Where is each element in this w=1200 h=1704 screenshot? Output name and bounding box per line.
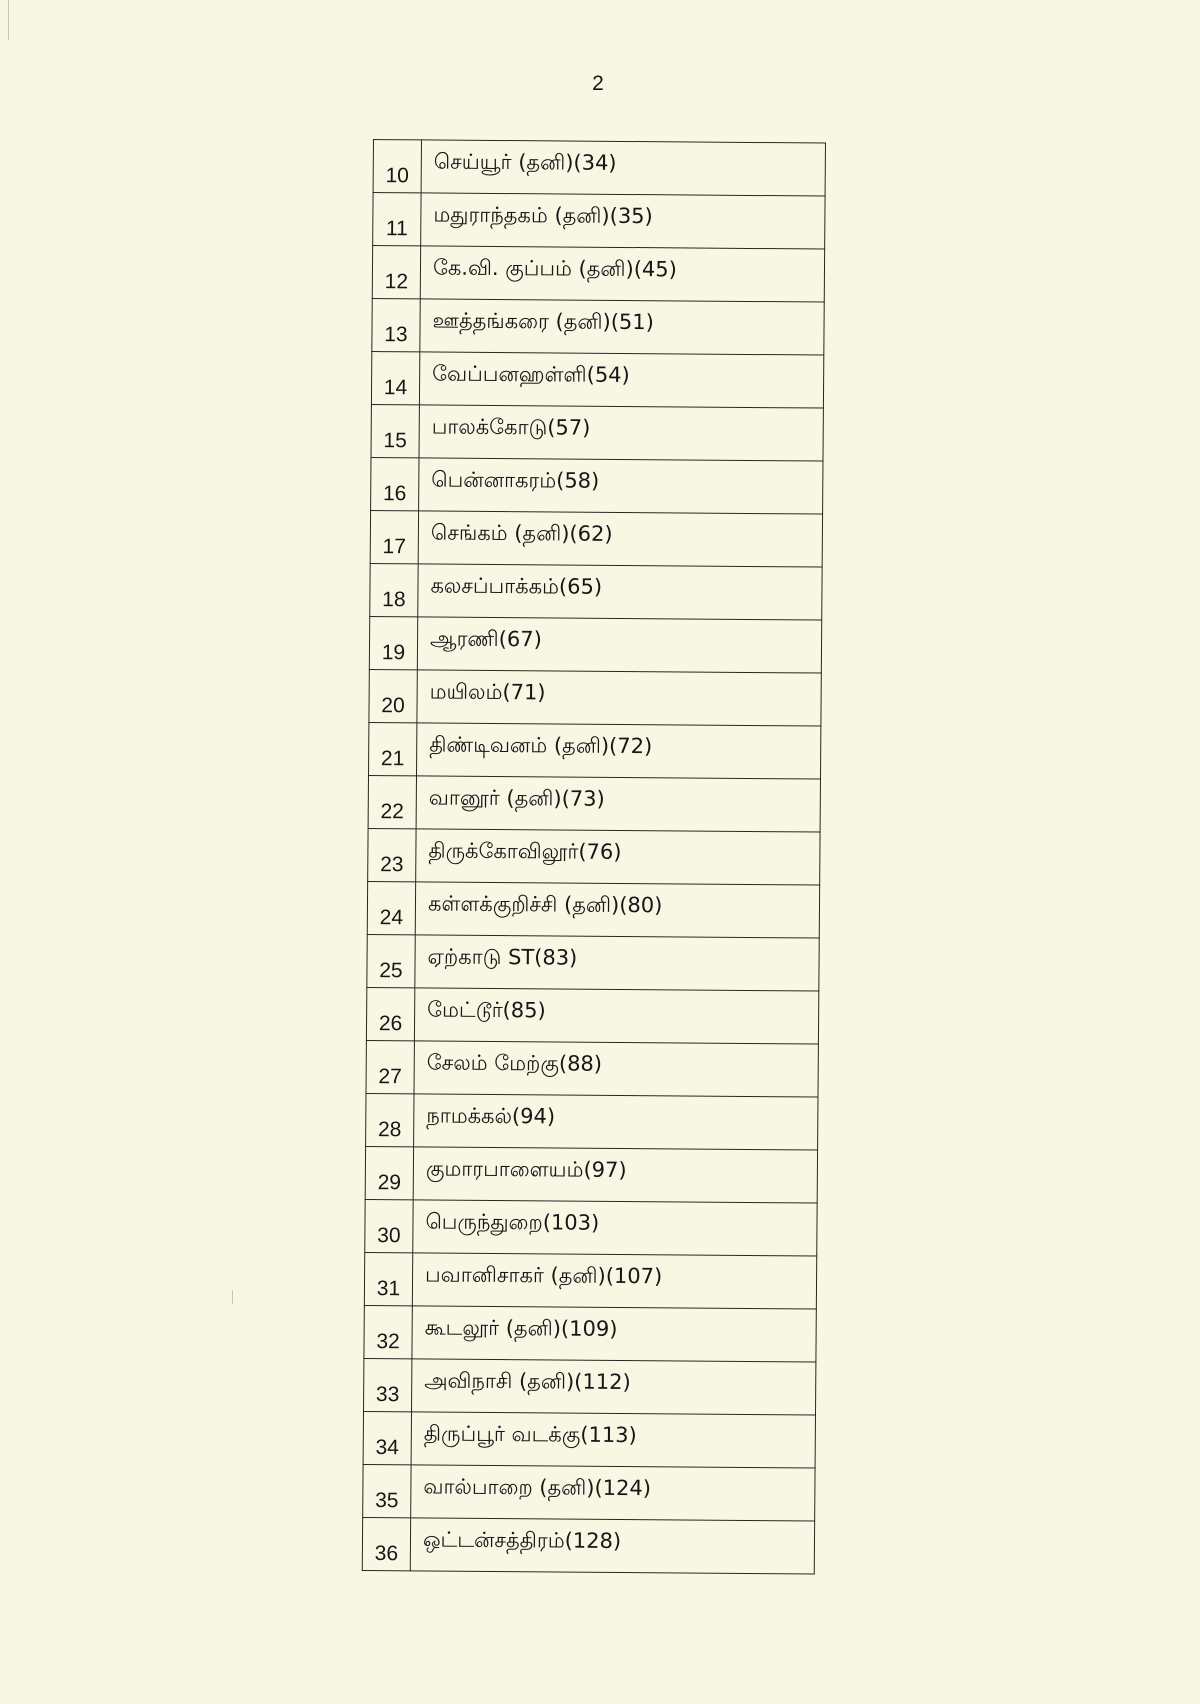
serial-number-cell: 29 xyxy=(365,1146,413,1199)
serial-number-cell: 32 xyxy=(364,1305,412,1358)
constituency-name-cell: மயிலம்(71) xyxy=(417,670,821,726)
table-row xyxy=(363,1411,815,1468)
constituency-name-cell: கள்ளக்குறிச்சி (தனி)(80) xyxy=(415,882,819,938)
table-row xyxy=(363,1464,815,1521)
table-row xyxy=(367,881,819,938)
serial-number-cell: 12 xyxy=(372,246,420,299)
table-row xyxy=(370,510,822,567)
table-row xyxy=(369,669,821,726)
serial-number-cell: 20 xyxy=(369,669,417,722)
constituency-name-cell: திருப்பூர் வடக்கு(113) xyxy=(411,1412,815,1468)
table-body xyxy=(362,140,825,1575)
constituency-name-cell: பெருந்துறை(103) xyxy=(413,1200,817,1256)
serial-number-cell: 35 xyxy=(363,1464,411,1517)
serial-number-cell: 17 xyxy=(370,510,418,563)
serial-number-cell: 10 xyxy=(373,140,421,193)
table-row xyxy=(370,563,822,620)
serial-number-cell: 19 xyxy=(369,616,417,669)
constituency-name-cell: திண்டிவனம் (தனி)(72) xyxy=(416,723,820,779)
constituency-name-cell: கலசப்பாக்கம்(65) xyxy=(418,564,822,620)
page-number: 2 xyxy=(592,72,604,95)
constituency-name-cell: திருக்கோவிலூர்(76) xyxy=(416,829,820,885)
serial-number-cell: 14 xyxy=(371,351,419,404)
serial-number-cell: 23 xyxy=(368,828,416,881)
serial-number-cell: 22 xyxy=(368,775,416,828)
serial-number-cell: 27 xyxy=(366,1040,414,1093)
constituency-name-cell: சேலம் மேற்கு(88) xyxy=(414,1041,818,1097)
table-row xyxy=(362,1517,814,1574)
scan-edge-mark xyxy=(8,0,9,40)
table-row xyxy=(371,457,823,514)
serial-number-cell: 16 xyxy=(371,457,419,510)
serial-number-cell: 15 xyxy=(371,404,419,457)
table-row xyxy=(364,1252,816,1309)
table-row xyxy=(372,298,824,355)
table-row xyxy=(369,722,821,779)
serial-number-cell: 11 xyxy=(373,193,421,246)
constituency-name-cell: வானூர் (தனி)(73) xyxy=(416,776,820,832)
table-row xyxy=(373,193,825,250)
constituency-name-cell: பாலக்கோடு(57) xyxy=(419,405,823,461)
serial-number-cell: 13 xyxy=(372,298,420,351)
constituency-name-cell: ஆரணி(67) xyxy=(417,617,821,673)
constituency-name-cell: மேட்டூர்(85) xyxy=(414,988,818,1044)
constituency-name-cell: கே.வி. குப்பம் (தனி)(45) xyxy=(420,246,824,302)
table-row xyxy=(365,1146,817,1203)
serial-number-cell: 31 xyxy=(364,1252,412,1305)
constituency-name-cell: வேப்பனஹள்ளி(54) xyxy=(419,352,823,408)
table-row xyxy=(366,1040,818,1097)
table-row xyxy=(373,140,825,197)
constituency-name-cell: செங்கம் (தனி)(62) xyxy=(418,511,822,567)
serial-number-cell: 28 xyxy=(366,1093,414,1146)
constituency-name-cell: கூடலூர் (தனி)(109) xyxy=(412,1306,816,1362)
serial-number-cell: 18 xyxy=(370,563,418,616)
table-row xyxy=(364,1358,816,1415)
constituency-name-cell: செய்யூர் (தனி)(34) xyxy=(421,140,825,196)
serial-number-cell: 21 xyxy=(369,722,417,775)
constituency-table xyxy=(362,139,826,1575)
constituency-name-cell: ஏற்காடு ST(83) xyxy=(415,935,819,991)
table-row xyxy=(368,828,820,885)
constituency-name-cell: பென்னாகரம்(58) xyxy=(419,458,823,514)
table-row xyxy=(371,351,823,408)
table-row xyxy=(366,987,818,1044)
constituency-name-cell: நாமக்கல்(94) xyxy=(414,1094,818,1150)
serial-number-cell: 30 xyxy=(365,1199,413,1252)
constituency-name-cell: அவிநாசி (தனி)(112) xyxy=(412,1359,816,1415)
table-row xyxy=(364,1305,816,1362)
serial-number-cell: 36 xyxy=(362,1517,410,1570)
constituency-name-cell: மதுராந்தகம் (தனி)(35) xyxy=(421,193,825,249)
constituency-name-cell: ஊத்தங்கரை (தனி)(51) xyxy=(420,299,824,355)
table-row xyxy=(365,1199,817,1256)
serial-number-cell: 33 xyxy=(364,1358,412,1411)
table-row xyxy=(369,616,821,673)
serial-number-cell: 24 xyxy=(367,881,415,934)
constituency-name-cell: பவானிசாகர் (தனி)(107) xyxy=(412,1253,816,1309)
serial-number-cell: 26 xyxy=(366,987,414,1040)
serial-number-cell: 34 xyxy=(363,1411,411,1464)
table-row xyxy=(366,1093,818,1150)
table-row xyxy=(367,934,819,991)
table-row xyxy=(371,404,823,461)
table-row xyxy=(368,775,820,832)
serial-number-cell: 25 xyxy=(367,934,415,987)
constituency-name-cell: வால்பாறை (தனி)(124) xyxy=(411,1465,815,1521)
scan-dust-mark xyxy=(232,1290,233,1304)
constituency-name-cell: குமாரபாளையம்(97) xyxy=(413,1147,817,1203)
table-row xyxy=(372,246,824,303)
constituency-name-cell: ஒட்டன்சத்திரம்(128) xyxy=(410,1518,814,1574)
